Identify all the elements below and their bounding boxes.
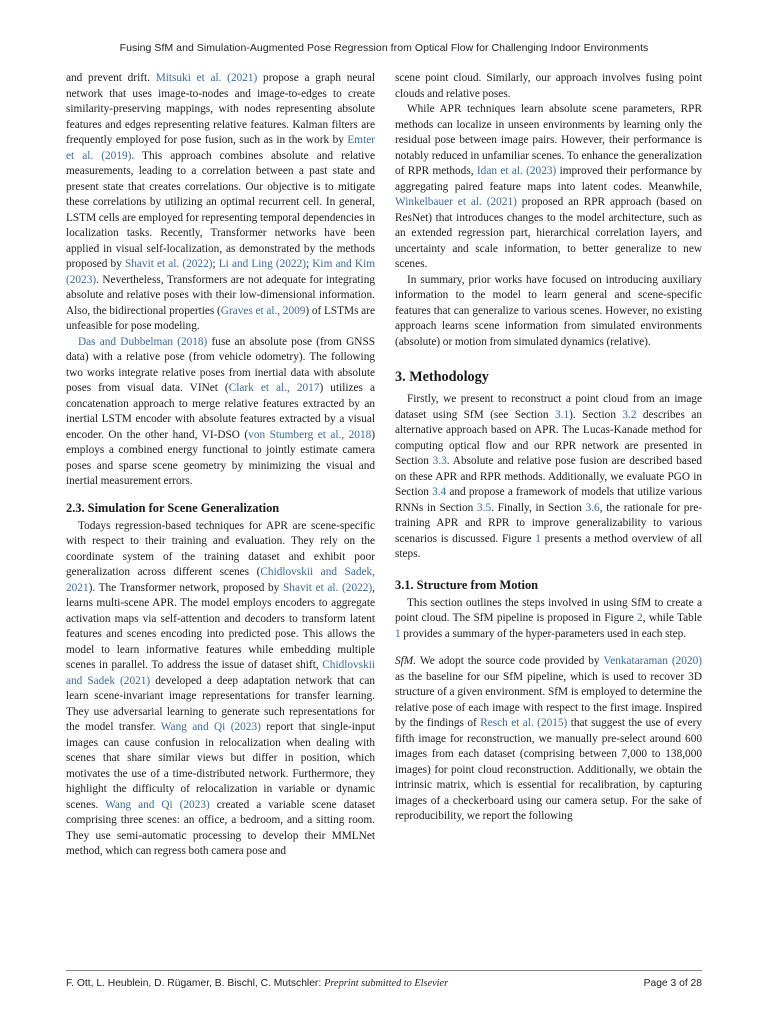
text-run: In summary, prior works have focused on introducing auxiliary information to the model to learn general and scene-specific features that can generalize to various scenes. However, no existing approach learns scene information from simulated environments (absolute) or motion from simulated dynamics (relative). [395, 273, 702, 348]
text-run: ). Section [569, 408, 623, 421]
text-run: This section outlines the steps involved in using SfM to create a point cloud. The SfM pipeline is proposed in Figure [395, 596, 702, 624]
citation-link[interactable]: 1 [395, 627, 401, 640]
text-run: improved their performance by aggregating paired feature maps into latent codes. Meanwhile, [395, 165, 703, 193]
citation-link[interactable]: Venkataraman (2020) [603, 655, 702, 667]
paragraph [395, 102, 702, 273]
footer-author-list: F. Ott, L. Heublein, D. Rügamer, B. Bischl, C. Mutschler: [66, 978, 325, 989]
citation-link[interactable]: Resch et al. (2015) [480, 717, 568, 729]
citation-link[interactable]: Kim and Kim (2023) [66, 258, 376, 286]
citation-link[interactable]: Idan et al. (2023) [476, 165, 557, 177]
right-column [395, 71, 702, 825]
citation-link[interactable]: Chidlovskii and Sadek, 2021 [66, 566, 375, 594]
text-run: presents a method overview of all steps. [395, 532, 702, 560]
citation-link[interactable]: Clark et al., 2017 [228, 382, 320, 394]
citation-link[interactable]: 3.3 [432, 455, 447, 467]
text-run: , learns multi-scene APR. The model employs encoders to aggregate activation maps via self-attention and decoders to transform latent features and scenes encoding into predicted pose. This allows the model to learn informative features while embedding multiple scenes in parallel. To address the issue of dataset shift, [66, 581, 375, 671]
left-column [66, 71, 375, 860]
citation-link[interactable]: Graves et al., 2009 [220, 304, 306, 317]
text-run: Firstly, we present to reconstruct a point cloud from an image dataset using SfM (see Section [395, 393, 702, 421]
paragraph [66, 335, 375, 490]
section-heading-2-3: 2.3. Simulation for Scene Generalization [66, 500, 280, 515]
citation-link[interactable]: 1 [535, 532, 541, 545]
text-run: fuse an absolute pose (from GNSS data) with a relative pose (from vehicle odometry). The following two works integrate relative poses from inertial data with absolute poses from visual data. VINet ( [66, 335, 376, 394]
text-run: describes an alternative approach based on APR. The Lucas-Kanade method for computing optical flow and our RPR network are presented in Section [395, 408, 702, 467]
text-run: as the baseline for our SfM pipeline, which is used to recover 3D structure of a given environment. SfM is employed to determine the relative pose of each image with respect to the first image. Inspired by the findings of [395, 670, 702, 729]
text-run: report that single-input images can cause confusion in relocalization when dealing with scenes that share similar views but differ in position, which motivates the use of a time-distributed network. Furthermore, they highlight the difficulty of relocalization in variable or dynamic scenes. [66, 721, 375, 811]
text-run: provides a summary of the hyper-parameters used in each step. [400, 627, 687, 640]
footer-preprint: Preprint submitted to Elsevier [324, 978, 449, 989]
citation-link[interactable]: 3.1 [554, 408, 570, 421]
text-run: and prevent drift. [66, 72, 156, 84]
citation-link[interactable]: Emter et al. (2019) [66, 134, 375, 162]
page-number: Page 3 of 28 [643, 978, 702, 989]
text-run: ) employs a combined energy functional to jointly estimate camera poses and sparse scene geometry by minimizing the visual and inertial measurement errors. [66, 428, 376, 487]
paragraph [395, 596, 702, 643]
paragraph [66, 519, 375, 860]
text-run: ). The Transformer network, proposed by [88, 581, 284, 594]
text-run: Todays regression-based techniques for APR are scene-specific with respect to their training and evaluation. They rely on the coordinate system of the training dataset and exhibit poor generalization across different scenes ( [66, 519, 375, 578]
text-run: scene point cloud. Similarly, our approach involves fusing point clouds and relative poses. [395, 72, 702, 100]
citation-link[interactable]: Mitsuki et al. (2021) [155, 72, 258, 84]
text-run: proposed an RPR approach (based on ResNet) that introduces changes to the model architecture, such as an extended regression part, hierarchical correlation layers, and uncertainty and scale information, to better generalize to new scenes. [395, 196, 702, 270]
paragraph [395, 71, 702, 102]
text-run: ; [212, 258, 219, 270]
citation-link[interactable]: 3.5 [477, 501, 492, 514]
text-run: , the rationale for pre-training APR and RPR to improve generalizability to various scenarios is discussed. Figure [395, 501, 702, 545]
text-run: . This approach combines absolute and relative measurements, leading to a correlation between a past state and present state that creates correlations. Our objective is to mitigate these correlations by utilizing an optimal recurrent cell. In general, LSTM cells are employed for representing temporal dependencies in localization tasks. Recently, Transformer networks have been applied in visual self-localization, as demonstrated by the methods proposed by [66, 149, 375, 270]
citation-link[interactable]: Das and Dubbelman (2018) [78, 335, 208, 348]
citation-link[interactable]: von Stumberg et al., 2018 [248, 428, 372, 441]
citation-link[interactable]: Shavit et al. (2022) [124, 258, 213, 270]
citation-link[interactable]: Wang and Qi (2023) [105, 798, 210, 811]
section-heading-3: 3. Methodology [395, 369, 489, 385]
paragraph [66, 71, 375, 335]
citation-link[interactable]: 3.4 [432, 486, 447, 498]
text-run: , while Table [642, 612, 702, 624]
paragraph-body [395, 655, 702, 822]
citation-link[interactable]: Shavit et al. (2022) [283, 581, 373, 594]
citation-link[interactable]: 2 [637, 612, 643, 624]
text-run: ) utilizes a concatenation approach to merge relative features extracted by an inertial LSTM encoder with absolute features extracted by a visual encoder. On the other hand, VI-DSO ( [66, 382, 375, 441]
footer-authors [66, 978, 448, 989]
text-run: developed a deep adaptation network that can learn scene-invariant image representations for transfer learning. They use adversarial learning to generate such representations for the model transfer. [66, 674, 375, 733]
paragraph [395, 273, 702, 351]
paragraph [395, 392, 702, 563]
text-run: . Finally, in Section [491, 501, 586, 514]
text-run: ) of LSTMs are unfeasible for pose modeling. [66, 304, 375, 332]
text-run: While APR techniques learn absolute scene parameters, RPR methods can localize in unseen environments by learning only the residual pose between image pairs. However, their performance is notably reduced in unfamiliar scenes. To enhance the generalization of RPR methods, [395, 103, 702, 177]
text-run: and propose a framework of models that utilize various RNNs in Section [395, 486, 702, 514]
footer-rule [66, 970, 702, 971]
text-run: created a variable scene dataset comprising three scenes: an office, a bedroom, and a sitting room. They use semi-automatic processing to develop their MMLNet method, which can regress both camera pose and [66, 798, 376, 857]
section-heading-3-1: 3.1. Structure from Motion [395, 577, 539, 592]
text-run: We adopt the source code provided by [420, 655, 604, 667]
paragraph-sfm [395, 654, 702, 825]
text-run: propose a graph neural network that uses image-to-nodes and image-to-edges to create similarity-preserving mappings, with nodes representing absolute features and edges representing relative features. Kalman filters are frequently employed for pose fusion, such as in the work by [66, 72, 375, 146]
citation-link[interactable]: Li and Ling (2022) [218, 258, 306, 270]
paragraph-label: SfM. [395, 655, 417, 667]
citation-link[interactable]: Chidlovskii and Sadek (2021) [66, 659, 375, 687]
text-run: . Nevertheless, Transformers are not adequate for integrating absolute and relative poses with their low-dimensional information. Also, the bidirectional properties ( [66, 273, 375, 317]
text-run: that suggest the use of every fifth image for reconstruction, we manually pre-select around 600 images from each dataset (comprising between 7,000 to 138,000 images) for point cloud reconstruction. Additionally, we obtain the intrinsic matrix, which is essential for recalibration, by capturing images of a checkerboard using our camera setup. For the sake of reproducibility, we report the following [395, 717, 702, 822]
citation-link[interactable]: 3.2 [622, 408, 637, 421]
citation-link[interactable]: Winkelbauer et al. (2021) [395, 196, 517, 208]
text-run: . Absolute and relative pose fusion are described based on these APR and RPR methods. Additionally, we evaluate PGO in Section [395, 455, 702, 498]
running-header: Fusing SfM and Simulation-Augmented Pose Regression from Optical Flow for Challenging Indoor Environments [119, 42, 649, 54]
text-run: ; [305, 258, 313, 270]
citation-link[interactable]: Wang and Qi (2023) [160, 721, 261, 733]
citation-link[interactable]: 3.6 [585, 501, 600, 514]
